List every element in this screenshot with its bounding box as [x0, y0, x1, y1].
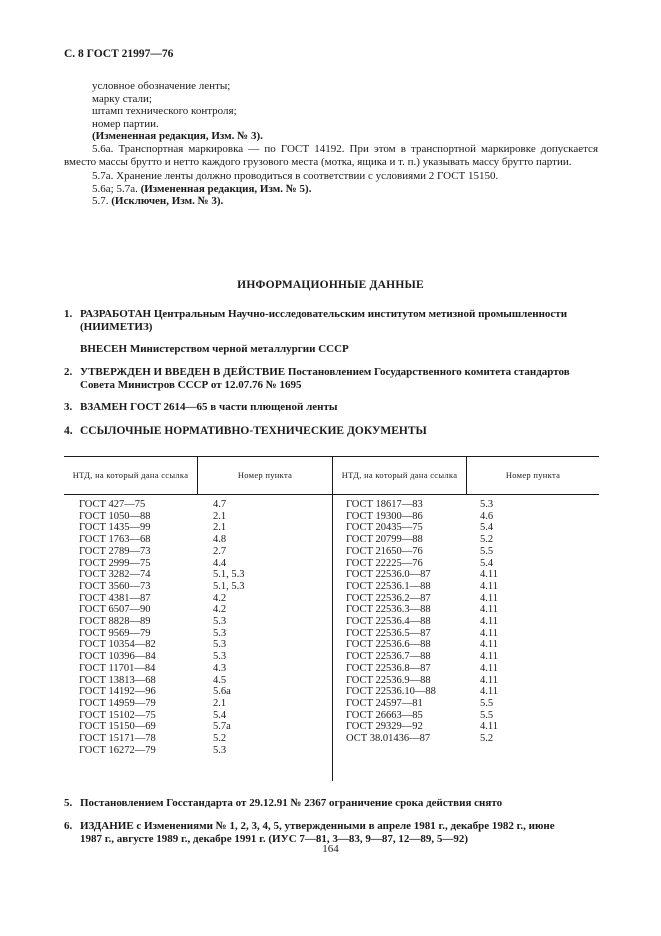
column-right-points [480, 499, 498, 745]
table-cell: ГОСТ 1050—88 [79, 510, 151, 522]
column-right-docs [346, 499, 436, 745]
table-cell: ГОСТ 4381—87 [79, 592, 151, 604]
table-cell: ГОСТ 15102—75 [79, 709, 156, 721]
table-cell: 5.4 [213, 709, 227, 721]
reference-table [64, 456, 599, 781]
item-number: 5. [64, 797, 73, 809]
table-cell: 4.11 [480, 662, 498, 674]
table-cell: ГОСТ 22536.10—88 [346, 686, 436, 698]
table-cell: ГОСТ 22536.9—88 [346, 674, 431, 686]
table-cell: ГОСТ 20799—88 [346, 534, 423, 546]
list-item: штамп технического контроля; [92, 105, 237, 118]
table-cell: 2.1 [213, 510, 227, 522]
page-header: С. 8 ГОСТ 21997—76 [64, 48, 174, 60]
list-item: условное обозначение ленты; [92, 80, 231, 92]
table-cell: 5.2 [480, 733, 494, 745]
col-header-ntd: НТД, на который дана ссылка [341, 470, 458, 480]
item-text: ССЫЛОЧНЫЕ НОРМАТИВНО-ТЕХНИЧЕСКИЕ ДОКУМЕНТЫ [80, 425, 427, 437]
info-item-2 [64, 366, 598, 392]
table-cell: 4.6 [480, 510, 494, 522]
table-cell: 5.3 [213, 639, 227, 651]
table-cell: 4.8 [213, 534, 227, 546]
table-cell: 2.7 [213, 545, 227, 557]
table-cell: ГОСТ 19300—86 [346, 510, 423, 522]
table-cell: ГОСТ 22536.7—88 [346, 651, 431, 663]
table-cell: ГОСТ 2789—73 [79, 545, 151, 557]
table-cell: 5.3 [213, 616, 227, 628]
table-cell: 4.11 [480, 639, 498, 651]
col-header-point: Номер пункта [237, 470, 293, 480]
table-cell: ГОСТ 24597—81 [346, 697, 423, 709]
col-header-ntd: НТД, на который дана ссылка [72, 470, 189, 480]
item-text: Постановлением Госстандарта от 29.12.91 № 2367 ограничение срока действия снято [80, 797, 503, 809]
table-cell: 5.5 [480, 545, 494, 557]
table-cell: ГОСТ 10354—82 [79, 639, 156, 651]
table-cell: ГОСТ 2999—75 [79, 557, 151, 569]
edit-note: (Измененная редакция, Изм. № 5). [140, 182, 312, 195]
table-cell: ГОСТ 15150—69 [79, 721, 156, 733]
table-cell: ГОСТ 13813—68 [79, 674, 156, 686]
table-cell: ГОСТ 11701—84 [79, 662, 156, 674]
marking-list [64, 80, 598, 208]
table-cell: ГОСТ 427—75 [79, 499, 146, 510]
table-cell: 5.3 [480, 499, 494, 510]
table-cell: ГОСТ 21650—76 [346, 545, 423, 557]
table-cell: 5.5 [480, 709, 494, 721]
table-cell: 5.7а [213, 721, 231, 733]
info-item-4 [64, 425, 598, 438]
clause-number: 5.7. [92, 195, 109, 208]
table-cell: ОСТ 38.01436—87 [346, 733, 431, 745]
paragraph-5-7a: 5.7а. Хранение ленты должно проводиться в соответствии с условиями 2 ГОСТ 15150. [92, 170, 499, 183]
table-cell: 4.11 [480, 721, 498, 733]
paragraph-5-7 [64, 195, 598, 208]
table-cell: ГОСТ 22536.1—88 [346, 580, 431, 592]
table-cell: 4.11 [480, 592, 498, 604]
table-cell: ГОСТ 3560—73 [79, 580, 151, 592]
edit-note: (Измененная редакция, Изм. № 3). [92, 130, 263, 143]
table-cell: 4.7 [213, 499, 227, 510]
table-cell: ГОСТ 15171—78 [79, 733, 156, 745]
list-item: номер партии. [92, 117, 159, 130]
table-cell: ГОСТ 9569—79 [79, 627, 151, 639]
table-cell: ГОСТ 10396—84 [79, 651, 156, 663]
table-cell: ГОСТ 8828—89 [79, 616, 151, 628]
info-item-5 [64, 797, 598, 810]
info-item-1-sub [64, 343, 598, 356]
table-cell: 4.11 [480, 569, 498, 581]
page-number: 164 [322, 843, 339, 855]
table-cell: 5.3 [213, 744, 227, 756]
item-text: ВНЕСЕН Министерством черной металлургии СССР [80, 343, 349, 355]
table-cell: ГОСТ 26663—85 [346, 709, 423, 721]
item-text: РАЗРАБОТАН Центральным Научно-исследовательским институтом метизной промышленности [80, 308, 568, 320]
item-text: Совета Министров СССР от 12.07.76 № 1695 [80, 379, 302, 391]
table-cell: ГОСТ 1763—68 [79, 534, 151, 546]
table-cell: ГОСТ 3282—74 [79, 569, 151, 581]
item-number: 4. [64, 425, 73, 437]
table-cell: 5.2 [480, 534, 494, 546]
table-cell: ГОСТ 14192—96 [79, 686, 156, 698]
table-cell: 4.11 [480, 616, 498, 628]
item-number: 6. [64, 820, 73, 832]
edit-note: (Исключен, Изм. № 3). [111, 195, 224, 208]
table-cell: 4.11 [480, 627, 498, 639]
table-cell: ГОСТ 22225—76 [346, 557, 423, 569]
table-cell: 5.3 [213, 627, 227, 639]
table-cell: ГОСТ 22536.5—87 [346, 627, 431, 639]
item-text: ИЗДАНИЕ с Изменениями № 1, 2, 3, 4, 5, утвержденными в апреле 1981 г., декабре 1982 г., июне [80, 820, 555, 832]
paragraph-5-6a: 5.6а. Транспортная маркировка — по ГОСТ 14192. При этом в транспортной маркировке допускается вместо массы брутто и нетто каждого грузового места (мотка, ящика и т. п.) указывать массу брутто партии. [64, 142, 598, 168]
table-cell: 4.5 [213, 674, 227, 686]
paragraph-5-6a-5-7a [64, 183, 598, 196]
table-cell: ГОСТ 29329—92 [346, 721, 423, 733]
table-cell: 5.1, 5.3 [213, 580, 245, 592]
table-cell: ГОСТ 22536.8—87 [346, 662, 431, 674]
table-cell: 2.1 [213, 522, 227, 534]
table-cell: 5.6а [213, 686, 231, 698]
table-cell: ГОСТ 22536.0—87 [346, 569, 431, 581]
table-cell: ГОСТ 20435—75 [346, 522, 423, 534]
table-cell: 4.3 [213, 662, 227, 674]
item-number: 3. [64, 401, 73, 413]
table-cell: 5.1, 5.3 [213, 569, 245, 581]
table-cell: ГОСТ 6507—90 [79, 604, 151, 616]
table-cell: 5.4 [480, 557, 494, 569]
table-cell: ГОСТ 1435—99 [79, 522, 151, 534]
table-cell: 2.1 [213, 697, 227, 709]
table-cell: 5.5 [480, 697, 494, 709]
item-text: (НИИМЕТИЗ) [80, 321, 153, 333]
table-cell: 4.2 [213, 592, 227, 604]
table-cell: 4.2 [213, 604, 227, 616]
item-text: 1987 г., августе 1989 г., декабре 1991 г. (ИУС 7—81, 3—83, 9—87, 12—89, 5—92) [80, 833, 469, 845]
table-cell: ГОСТ 16272—79 [79, 744, 156, 756]
info-item-1 [64, 308, 598, 334]
col-header-point: Номер пункта [505, 470, 561, 480]
table-cell: 4.11 [480, 674, 498, 686]
table-col-divider [332, 456, 333, 781]
table-cell: 4.11 [480, 651, 498, 663]
table-cell: 4.11 [480, 580, 498, 592]
column-left-docs [79, 499, 156, 756]
table-cell: ГОСТ 22536.3—88 [346, 604, 431, 616]
table-cell: 4.11 [480, 604, 498, 616]
table-cell: ГОСТ 18617—83 [346, 499, 423, 510]
table-cell: 5.2 [213, 733, 227, 745]
list-item: марку стали; [92, 92, 152, 105]
item-text: УТВЕРЖДЕН И ВВЕДЕН В ДЕЙСТВИЕ Постановлением Государственного комитета стандартов [80, 366, 570, 378]
table-cell: 5.3 [213, 651, 227, 663]
table-cell: 5.4 [480, 522, 494, 534]
info-item-3 [64, 401, 598, 414]
column-left-points [213, 499, 245, 756]
table-cell: ГОСТ 22536.6—88 [346, 639, 431, 651]
section-title: ИНФОРМАЦИОННЫЕ ДАННЫЕ [237, 279, 424, 291]
table-cell: 4.4 [213, 557, 227, 569]
item-text: ВЗАМЕН ГОСТ 2614—65 в части плющеной ленты [80, 401, 338, 413]
table-cell: ГОСТ 22536.4—88 [346, 616, 431, 628]
table-cell: 4.11 [480, 686, 498, 698]
item-number: 2. [64, 366, 73, 378]
clause-number: 5.6а; 5.7а. [92, 182, 138, 195]
table-cell: ГОСТ 22536.2—87 [346, 592, 431, 604]
item-number: 1. [64, 308, 73, 320]
table-cell: ГОСТ 14959—79 [79, 697, 156, 709]
